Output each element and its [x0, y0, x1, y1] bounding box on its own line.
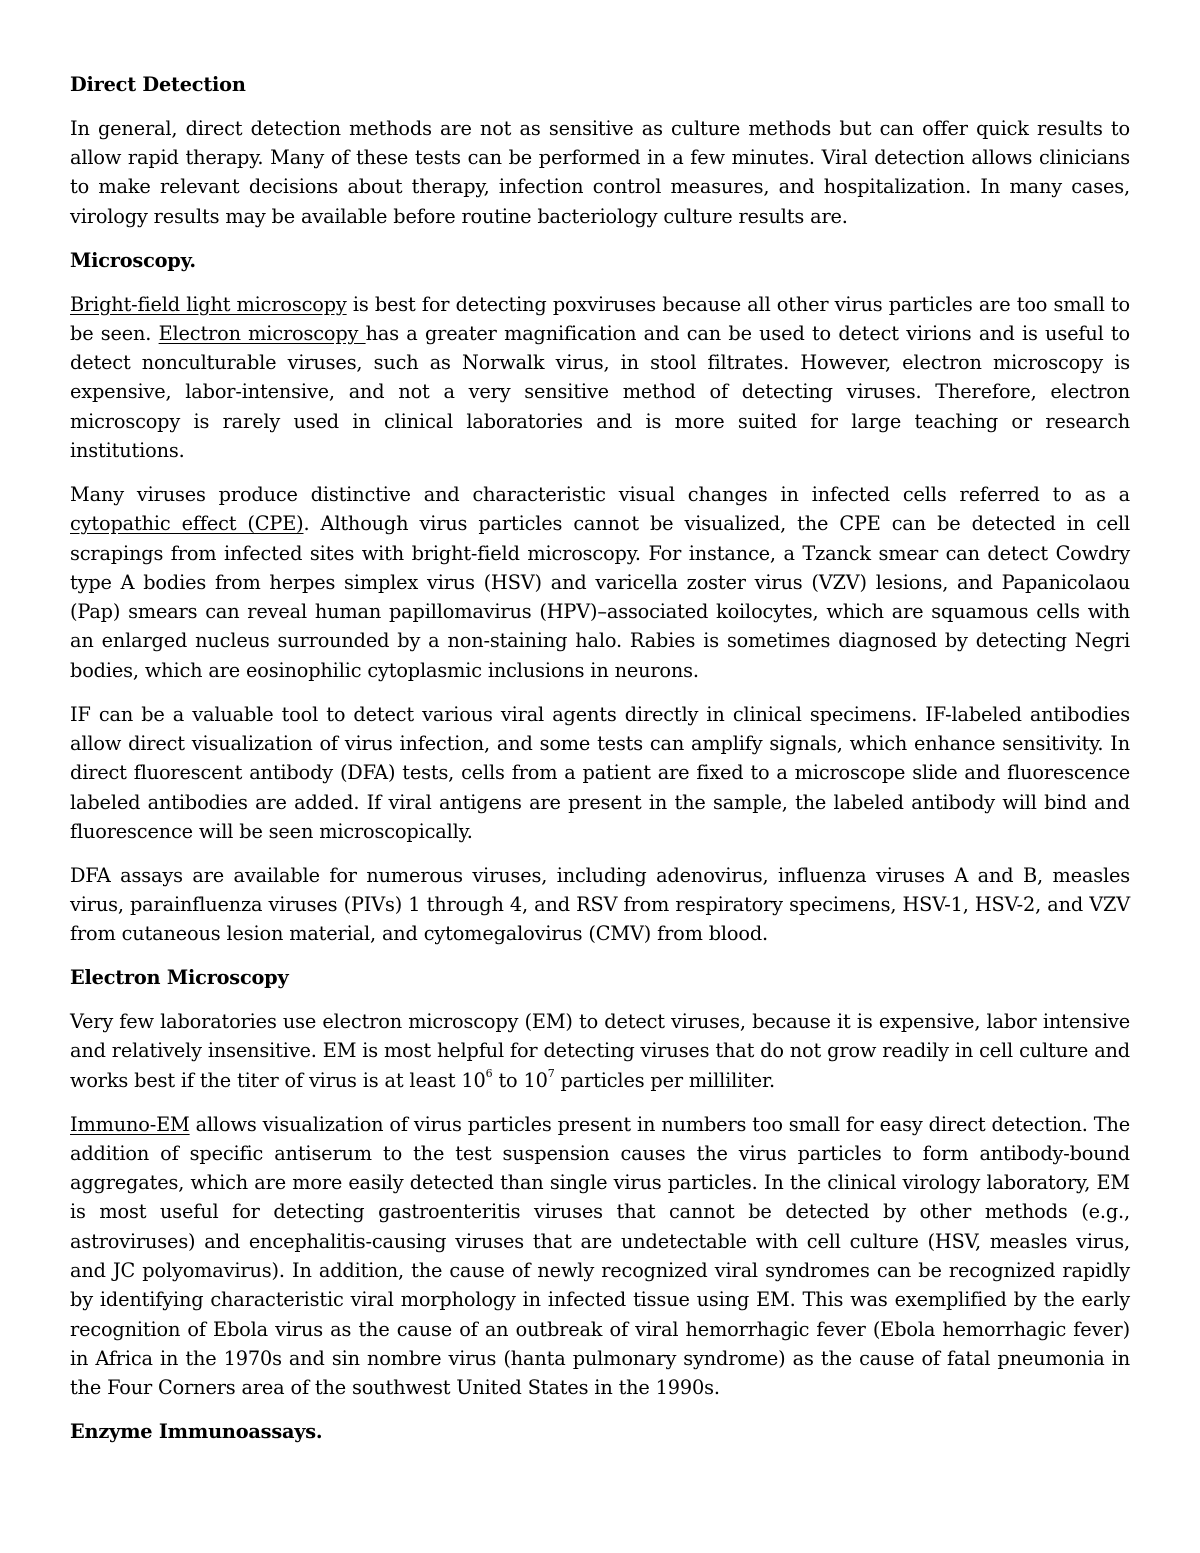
- heading-electron-microscopy: Electron Microscopy: [70, 966, 289, 990]
- heading-microscopy: Microscopy.: [70, 248, 196, 272]
- text-segment: . Although virus particles cannot be visualized, the CPE can be detected in cell scrapings from infected sites with bright-field microscopy. For instance, a Tzanck smear can detect Cowdry type A bodies from herpes simplex virus (HSV) and varicella zoster virus (VZV) lesions, and Papanicolaou (Pap) smears can reveal human papillomavirus (HPV)–associated koilocytes, which are squamous cells with an enlarged nucleus surrounded by a non-staining halo. Rabies is sometimes diagnosed by detecting Negri bodies, which are eosinophilic cytoplasmic inclusions in neurons.: [70, 512, 1131, 682]
- paragraph-immunofluorescence: IF can be a valuable tool to detect various viral agents directly in clinical specimens. IF-labeled antibodies allow direct visualization of virus infection, and some tests can amplify signals, which enhance sensitivity. In direct fluorescent antibody (DFA) tests, cells from a patient are fixed to a microscope slide and fluorescence labeled antibodies are added. If viral antigens are present in the sample, the labeled antibody will bind and fluorescence will be seen microscopically.: [70, 702, 1130, 843]
- term-bright-field-microscopy: Bright-field light microscopy: [70, 292, 347, 316]
- text-segment: to 10: [492, 1068, 548, 1092]
- text-segment: particles per milliliter.: [554, 1068, 775, 1092]
- heading-direct-detection: Direct Detection: [70, 73, 246, 96]
- paragraph-immuno-em: [70, 1110, 1130, 1403]
- text-segment: Many viruses produce distinctive and characteristic visual changes in infected cells referred to as a: [70, 482, 1130, 506]
- paragraph-microscopy-types: [70, 290, 1130, 466]
- text-segment: allows visualization of virus particles present in numbers too small for easy direct detection. The addition of specific antiserum to the test suspension causes the virus particles to form antibody-bound aggregates, which are more easily detected than single virus particles. In the clinical virology laboratory, EM is most useful for detecting gastroenteritis viruses that cannot be detected by other methods (e.g., astroviruses) and encephalitis-causing viruses that are undetectable with cell culture (HSV, measles virus, and JC polyomavirus). In addition, the cause of newly recognized viral syndromes can be recognized rapidly by identifying characteristic viral morphology in infected tissue using EM. This was exemplified by the early recognition of Ebola virus as the cause of an outbreak of viral hemorrhagic fever (Ebola hemorrhagic fever) in Africa in the 1970s and sin nombre virus (hanta pulmonary syndrome) as the cause of fatal pneumonia in the Four Corners area of the southwest United States in the 1990s.: [70, 1112, 1130, 1400]
- term-immuno-em: Immuno-EM: [70, 1112, 190, 1136]
- heading-enzyme-immunoassays: Enzyme Immunoassays.: [70, 1420, 323, 1444]
- exponent: 6: [485, 1067, 493, 1081]
- paragraph-direct-detection: In general, direct detection methods are not as sensitive as culture methods but can offer quick results to allow rapid therapy. Many of these tests can be performed in a few minutes. Viral detection allows clinicians to make relevant decisions about therapy, infection control measures, and hospitalization. In many cases, virology results may be available before routine bacteriology culture results are.: [70, 116, 1130, 228]
- paragraph-cytopathic-effect: [70, 480, 1130, 685]
- text-segment: Very few laboratories use electron microscopy (EM) to detect viruses, because it is expensive, labor intensive and relatively insensitive. EM is most helpful for detecting viruses that do not grow readily in cell culture and works best if the titer of virus is at least 10: [70, 1010, 1130, 1092]
- term-electron-microscopy: Electron microscopy: [158, 321, 366, 345]
- exponent: 7: [547, 1067, 555, 1081]
- paragraph-dfa-assays: DFA assays are available for numerous viruses, including adenovirus, influenza viruses A and B, measles virus, parainfluenza viruses (PIVs) 1 through 4, and RSV from respiratory specimens, HSV-1, HSV-2, and VZV from cutaneous lesion material, and cytomegalovirus (CMV) from blood.: [70, 863, 1130, 946]
- term-cytopathic-effect: cytopathic effect (CPE): [70, 512, 304, 536]
- text-segment: is best for detecting poxviruses because all other virus particles are too small to be seen.: [70, 292, 1130, 345]
- document-page: [70, 70, 1130, 1461]
- text-segment: has a greater magnification and can be used to detect virions and is useful to detect nonculturable viruses, such as Norwalk virus, in stool filtrates. However, electron microscopy is expensive, labor-intensive, and not a very sensitive method of detecting viruses. Therefore, electron microscopy is rarely used in clinical laboratories and is more suited for large teaching or research institutions.: [70, 321, 1130, 463]
- paragraph-em-overview: [70, 1007, 1130, 1095]
